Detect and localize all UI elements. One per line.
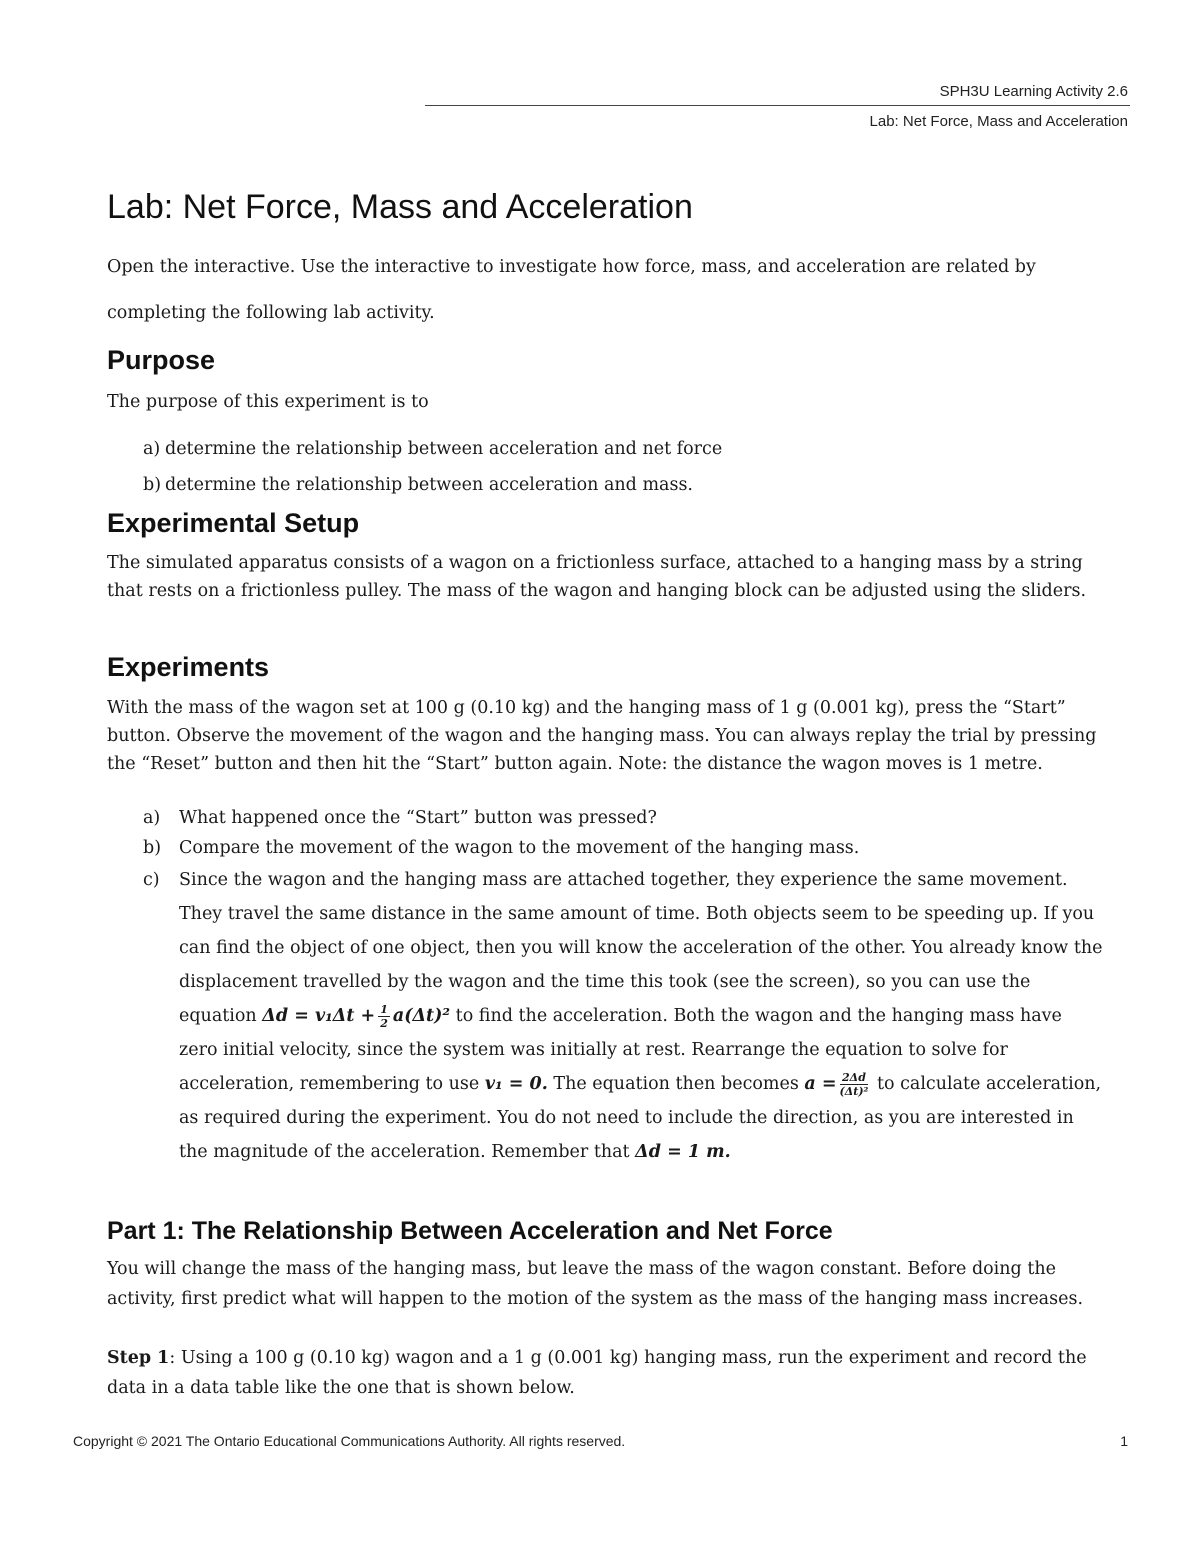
setup-heading: Experimental Setup	[107, 508, 360, 538]
experiments-item-a: a) What happened once the “Start” button was pressed?	[143, 808, 657, 828]
intro-line-1: Open the interactive. Use the interactive to investigate how force, mass, and acceleration are related by	[107, 257, 1036, 277]
setup-text: The simulated apparatus consists of a wagon on a frictionless surface, attached to a hanging mass by a string that rests on a frictionless pulley. The mass of the wagon and hanging block can be adjusted using the sliders.	[107, 553, 1087, 601]
purpose-heading: Purpose	[107, 345, 216, 375]
fraction-acceleration: $\frac{2\Delta d}{\text{(Δt)²}}$	[839, 1071, 869, 1098]
header-activity: SPH3U Learning Activity 2.6	[939, 83, 1128, 100]
experiments-list	[143, 803, 1103, 1169]
purpose-item-b: b) determine the relationship between acceleration and mass.	[143, 475, 693, 495]
footer-copyright: Copyright © 2021 The Ontario Educational Communications Authority. All rights reserved.	[73, 1433, 626, 1449]
intro-line-2: completing the following lab activity.	[107, 303, 435, 323]
equation-initial-velocity: v₁ = 0.	[484, 1074, 548, 1094]
experiments-text: With the mass of the wagon set at 100 g (0.10 kg) and the hanging mass of 1 g (0.001 kg), press the “Start” button. Observe the movement of the wagon and the hanging mass. You can always replay the trial by pressing the “Reset” button and then hit the “Start” button again. Note: the distance the wagon moves is 1 metre.	[107, 698, 1097, 774]
fraction-half: $\frac{1}{2}$	[380, 1003, 388, 1030]
part1-text: You will change the mass of the hanging mass, but leave the mass of the wagon constant. Before doing the activity, first predict what will happen to the motion of the system as the mass of the hanging mass increases.	[107, 1259, 1084, 1309]
footer-page-number: 1	[1120, 1433, 1128, 1449]
part1-heading: Part 1: The Relationship Between Acceleration and Net Force	[107, 1217, 833, 1245]
experiments-item-c: c) Since the wagon and the hanging mass are attached together, they experience the same movement. They travel the same distance in the same amount of time. Both objects seem to be speeding up. If you can find the object of one object, then you will know the acceleration of the other. You already know the displacement travelled by the wagon and the time this took (see the screen), so you can use the equation Δd = v₁Δt + $\frac{1}{2}$ a(Δt)² to find the acceleration. Both the wagon and the hanging mass have zero initial velocity, since the system was initially at rest. Rearrange the equation to solve for acceleration, remembering to use v₁ = 0. The equation then becomes a = $\frac{2\Delta d}{\text{(Δt)²}}$ to calculate acceleration, as required during the experiment. You do not need to include the direction, as you are interested in the magnitude of the acceleration. Remember that Δd = 1 m.	[143, 870, 1103, 1162]
purpose-list	[143, 431, 1103, 503]
equation-distance: Δd = 1 m.	[635, 1142, 731, 1162]
equation-displacement: Δd = v₁Δt + $\frac{1}{2}$ a(Δt)²	[262, 1003, 451, 1030]
page-title: Lab: Net Force, Mass and Acceleration	[107, 188, 693, 226]
header-lab-title: Lab: Net Force, Mass and Acceleration	[869, 113, 1128, 130]
experiments-heading: Experiments	[107, 652, 270, 682]
header-rule	[425, 105, 1130, 106]
experiments-item-b: b) Compare the movement of the wagon to the movement of the hanging mass.	[143, 838, 860, 858]
purpose-item-a: a) determine the relationship between acceleration and net force	[143, 439, 723, 459]
equation-acceleration: a = $\frac{2\Delta d}{\text{(Δt)²}}$	[804, 1071, 869, 1098]
part1-step1: Step 1: Using a 100 g (0.10 kg) wagon and a 1 g (0.001 kg) hanging mass, run the experiment and record the data in a data table like the one that is shown below.	[107, 1348, 1087, 1398]
purpose-lead: The purpose of this experiment is to	[107, 392, 429, 412]
